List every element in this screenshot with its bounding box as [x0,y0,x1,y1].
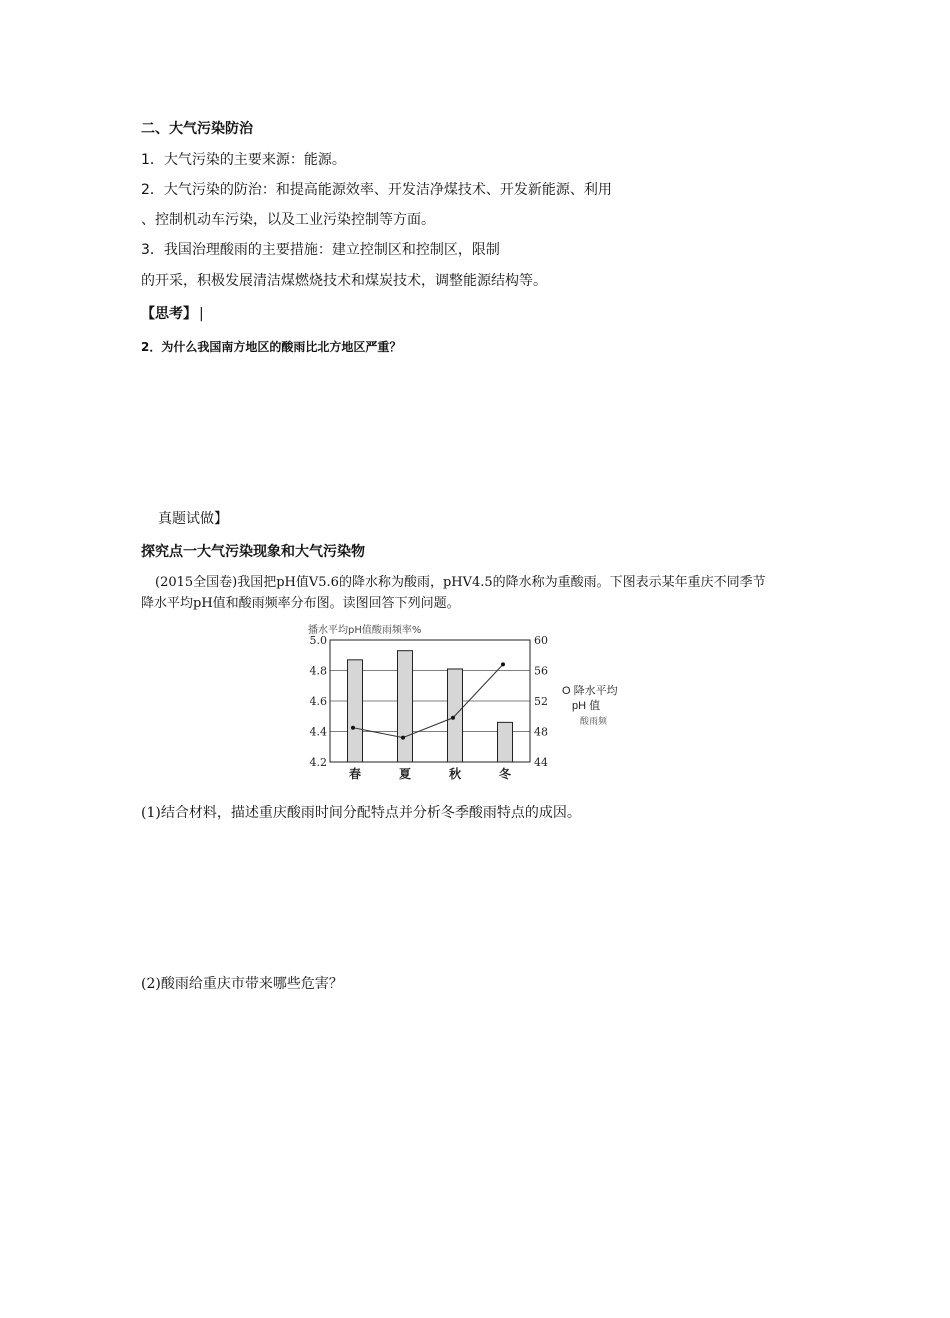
y-left-tick-label: 4.2 [309,756,327,769]
x-tick-label: 冬 [498,767,512,781]
question-1: (1)结合材料，描述重庆酸雨时间分配特点并分析冬季酸雨特点的成因。 [141,805,581,821]
legend-line-2: pH 值 [572,700,601,712]
item-3-line-2: 的开采，积极发展清洁煤燃烧技术和煤炭技术，调整能源结构等。 [141,273,547,289]
item-2-line-1: 2．大气污染的防治：和提高能源效率、开发洁净煤技术、开发新能源、利用 [141,182,612,198]
think-marker: | [199,306,204,322]
item-3-line-1: 3．我国治理酸雨的主要措施：建立控制区和控制区，限制 [141,242,500,258]
y-right-tick-label: 60 [534,634,548,647]
think-heading-label: 【思考】 [141,306,197,322]
frequency-point-春 [351,726,355,730]
x-tick-label: 春 [348,767,362,781]
bar-春 [348,660,363,762]
bar-夏 [398,651,413,762]
y-left-tick-label: 4.4 [309,725,327,739]
acid-rain-chart [300,622,660,787]
think-question: 2．为什么我国南方地区的酸雨比北方地区严重？ [141,340,402,354]
y-right-tick-label: 56 [534,664,548,678]
chart-title: 播水平均pH值酸雨频率% [308,625,422,636]
frequency-point-秋 [451,716,455,720]
chart-legend [562,684,618,729]
exam-intro-line-2: 降水平均pH值和酸雨频率分布图。读图回答下列问题。 [141,596,460,611]
x-tick-label: 夏 [398,767,412,781]
question-2: (2)酸雨给重庆市带来哪些危害？ [141,976,343,992]
section-heading: 二、大气污染防治 [141,121,253,137]
frequency-point-夏 [401,736,405,740]
item-1: 1．大气污染的主要来源：能源。 [141,152,346,168]
item-2-line-2: 、控制机动车污染，以及工业污染控制等方面。 [141,212,435,228]
exam-intro-line-1: (2015全国卷)我国把pH值V5.6的降水称为酸雨，pHV4.5的降水称为重酸雨。下图表示某年重庆不同季节 [155,575,766,590]
y-left-tick-label: 4.6 [309,695,327,708]
think-heading [141,303,204,323]
bar-冬 [498,722,513,762]
y-right-tick-label: 52 [534,695,548,708]
frequency-point-冬 [501,662,505,666]
legend-line-3: 酸雨频 [580,716,608,726]
x-tick-label: 秋 [448,767,462,781]
y-left-tick-label: 4.8 [309,664,327,678]
legend-line-1: O 降水平均 [562,685,618,697]
y-right-tick-label: 44 [534,756,548,769]
y-right-tick-label: 48 [534,725,548,739]
exam-topic: 探究点一大气污染现象和大气污染物 [141,544,365,560]
y-left-tick-label: 5.0 [309,634,327,647]
exam-heading: 真题试做】 [158,511,228,527]
